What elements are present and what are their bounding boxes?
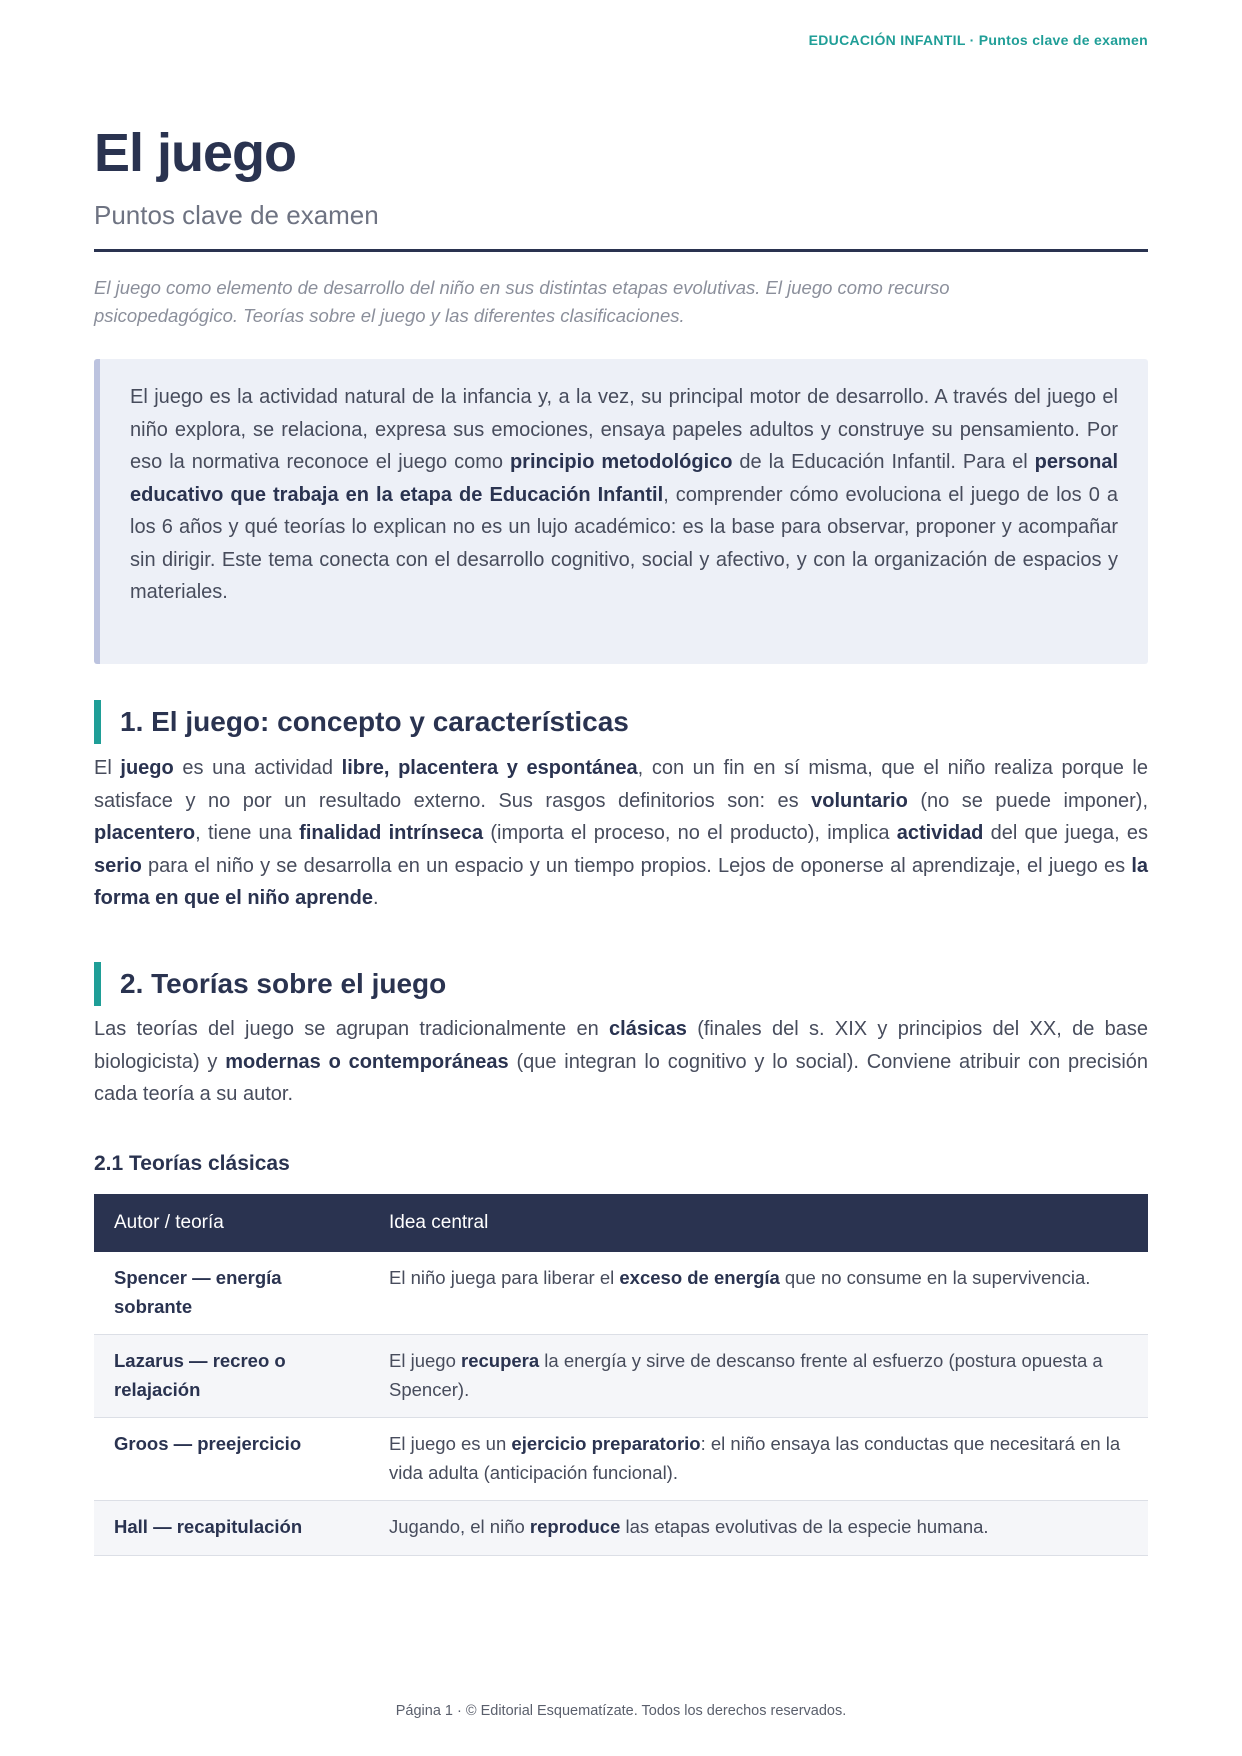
body-text: El <box>94 757 121 779</box>
cell-emphasis: ejercicio preparatorio <box>511 1433 701 1454</box>
body-text: Las teorías del juego se agrupan tradicionalmente en <box>94 1018 610 1040</box>
intro-emphasis: personal educativo que trabaja en la etapa de Educación Infantil <box>130 451 1118 506</box>
table-row <box>94 1335 1148 1418</box>
table-row <box>94 1501 1148 1556</box>
body-text: (importa el proceso, no el producto), implica <box>483 822 897 844</box>
cell-emphasis: exceso de energía <box>619 1267 780 1288</box>
intro-text: de la Educación Infantil. Para el <box>732 451 1035 473</box>
cell-text: que no consume en la supervivencia. <box>779 1267 1091 1288</box>
body-text: (no se puede imponer), <box>907 789 1148 812</box>
body-text: es una actividad <box>173 757 342 779</box>
theory-author-cell: Lazarus — recreo o relajación <box>94 1335 369 1418</box>
cell-text: El juego <box>389 1350 461 1371</box>
intro-callout <box>94 359 1148 664</box>
cell-emphasis: reproduce <box>529 1516 621 1537</box>
classic-theories-table <box>94 1194 1148 1556</box>
intro-text: , comprender cómo evoluciona el juego de los 0 a los 6 años y qué teorías lo explican no es un lujo académico: es la base para observar, proponer y acompañar sin dirigir. Este tema conecta con el desarrollo cognitivo, social y afectivo, y con la organización de espacios y materiales. <box>130 483 1118 603</box>
body-emphasis: finalidad intrínseca <box>299 822 484 844</box>
body-text: para el niño y se desarrolla en un espacio y un tiempo propios. Lejos de oponerse al aprendizaje, el juego es <box>141 854 1132 877</box>
body-emphasis: libre, placentera y espontánea <box>341 757 638 779</box>
section-1-paragraph <box>94 752 1148 915</box>
intro-emphasis: principio metodológico <box>509 451 733 473</box>
cell-text: El niño juega para liberar el <box>389 1267 620 1288</box>
subsection-heading: 2.1 Teorías clásicas <box>94 1152 290 1175</box>
theory-author-cell: Groos — preejercicio <box>94 1418 369 1501</box>
column-header-idea: Idea central <box>369 1194 1148 1252</box>
table-header-row <box>94 1194 1148 1252</box>
body-emphasis: juego <box>120 757 174 779</box>
intro-text: El juego es la actividad natural de la infancia y, a la vez, su principal motor de desarrollo. A través del juego el niño explora, se relaciona, expresa sus emociones, ensaya papeles adultos y construye su pensamiento. Por eso la normativa reconoce el juego como <box>130 386 1118 473</box>
theory-idea-cell <box>369 1252 1148 1335</box>
cell-text: la energía y sirve de descanso frente al esfuerzo (postura opuesta a Spencer). <box>389 1350 1103 1400</box>
body-emphasis: voluntario <box>811 789 908 812</box>
body-emphasis: actividad <box>896 822 984 844</box>
table-row <box>94 1418 1148 1501</box>
body-emphasis: modernas o contemporáneas <box>225 1050 509 1073</box>
cell-emphasis: recupera <box>461 1350 540 1371</box>
table-row <box>94 1252 1148 1335</box>
running-header: EDUCACIÓN INFANTIL · Puntos clave de examen <box>808 32 1148 48</box>
body-text: (finales del s. XIX y principios del XX, de base biologicista) y <box>94 1018 1148 1073</box>
body-text: del que juega, es <box>983 822 1149 844</box>
cell-text: El juego es un <box>389 1433 512 1454</box>
intro-paragraph <box>130 381 1118 609</box>
section-2-paragraph <box>94 1013 1148 1111</box>
body-text: . <box>372 887 379 909</box>
theory-author-cell: Hall — recapitulación <box>94 1501 369 1556</box>
title-divider <box>94 249 1148 252</box>
cell-text: las etapas evolutivas de la especie humana. <box>620 1516 989 1537</box>
section-heading-1: 1. El juego: concepto y características <box>94 700 629 744</box>
theory-author-cell: Spencer — energía sobrante <box>94 1252 369 1335</box>
body-emphasis: serio <box>94 854 142 877</box>
body-emphasis: la forma en que el niño aprende <box>94 854 1148 909</box>
body-text: , tiene una <box>195 822 300 844</box>
page-footer: Página 1 · © Editorial Esquematízate. Todos los derechos reservados. <box>395 1703 847 1719</box>
body-emphasis: placentero <box>94 822 196 844</box>
body-text: , con un fin en sí misma, que el niño realiza porque le satisface y no por un resultado externo. Sus rasgos definitorios son: es <box>94 757 1149 812</box>
column-header-author: Autor / teoría <box>94 1194 369 1252</box>
cell-text: Jugando, el niño <box>389 1516 530 1537</box>
section-heading-2: 2. Teorías sobre el juego <box>94 962 446 1006</box>
page-title: El juego <box>94 123 297 183</box>
page-subtitle: Puntos clave de examen <box>94 200 379 230</box>
theory-idea-cell <box>369 1335 1148 1418</box>
body-emphasis: clásicas <box>609 1018 687 1040</box>
theory-idea-cell <box>369 1418 1148 1501</box>
theory-idea-cell <box>369 1501 1148 1556</box>
topic-summary: El juego como elemento de desarrollo del niño en sus distintas etapas evolutivas. El juego como recurso psicopedagógico. Teorías sobre el juego y las diferentes clasificaciones. <box>94 277 950 326</box>
cell-text: : el niño ensaya las conductas que necesitará en la vida adulta (anticipación funcional). <box>389 1433 1121 1483</box>
body-text: (que integran lo cognitivo y lo social). Conviene atribuir con precisión cada teoría a su autor. <box>94 1050 1149 1105</box>
